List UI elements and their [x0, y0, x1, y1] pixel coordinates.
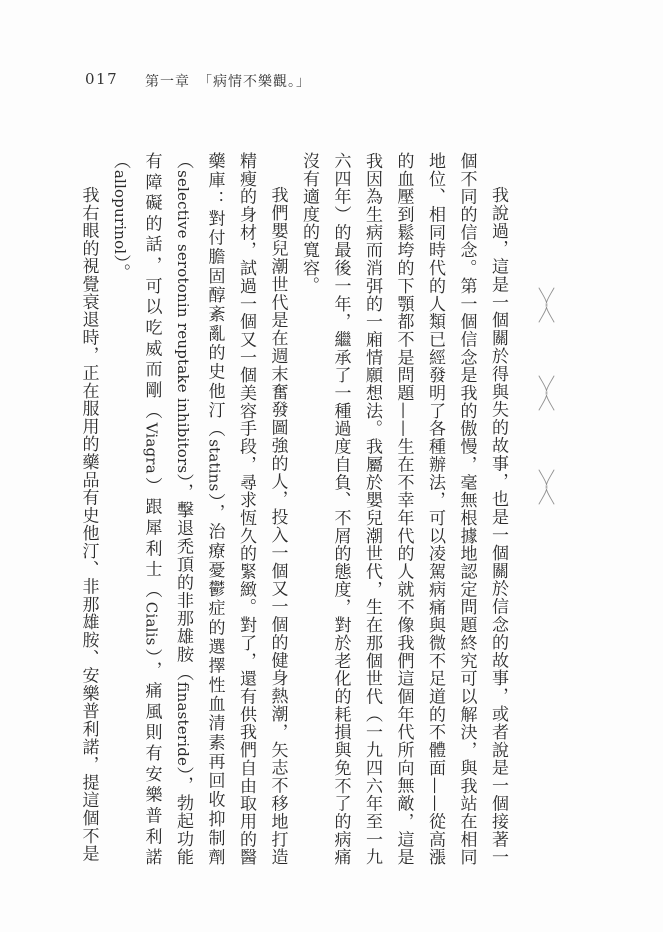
- cjk-text-run: 我們嬰兒潮世代是在週末奮發圖強的人，投入一個又一個的健身熱潮，矢志不移地打造精瘦的身材，試過一個又一個美容手段，尋求恆久的緊緻。對了，還有供我們自由取用的醫藥庫：對付膽固醇紊亂的史他汀（: [204, 152, 288, 866]
- page-number: 017: [85, 70, 119, 88]
- paragraph: [293, 152, 514, 866]
- section-divider-icon: [537, 287, 556, 323]
- latin-text-run: selective serotonin reuptake inhibitors: [174, 170, 192, 474]
- cjk-text-run: ）跟犀利士（: [141, 473, 162, 602]
- cjk-text-run: ），治療憂鬱症的選擇性血清素再回收抑制劑（: [173, 152, 225, 867]
- cjk-text-run: 我右眼的視覺衰退時，正在服用的藥品有史他汀、非那雄胺、安樂普利諾，提這個不是: [78, 186, 99, 863]
- section-divider-icon: [537, 375, 556, 411]
- latin-text-run: statins: [205, 439, 224, 492]
- paragraph: [104, 152, 293, 866]
- latin-text-run: Cialis: [142, 601, 161, 646]
- cjk-text-run: ）。: [110, 254, 130, 282]
- cjk-text-run: 我說過，這是一個關於得與失的故事，也是一個關於信念的故事，或者說是一個接著一個不同的信念。第一個信念是我的傲慢，毫無根據地認定問題終究可以解決，與我站在相同地位、相同時代的人類已經發明了各種辦法，可以凌駕病痛與微不足道的不體面——從高漲的血壓到鬆垮的下顎都不是問題——生在不幸年代的人就不像我們這個年代所向無敵，這是我因為生病而消弭的一廂情願想法。我屬於嬰兒潮世代，生在那個世代（一九四六年至一九六四年）的最後一年，繼承了一種過度自負、不屑的態度，對於老化的耗損與免不了的病痛沒有適度的寬容。: [299, 152, 508, 866]
- cjk-text-run: ），擊退禿頂的非那雄胺（: [173, 473, 193, 682]
- body-text: [71, 152, 513, 866]
- latin-text-run: finasteride: [174, 681, 192, 767]
- section-divider-icon: [537, 469, 556, 505]
- cjk-text-run: ），痛風則有安樂普利諾（: [110, 152, 162, 866]
- paragraph: [72, 152, 104, 866]
- cjk-text-run: ），勃起功能有障礙的話，可以吃威而剛（: [141, 152, 193, 866]
- chapter-header: 第一章 「病情不樂觀。」: [145, 74, 311, 90]
- latin-text-run: allopurinol: [111, 169, 129, 255]
- latin-text-run: Viagra: [142, 422, 161, 474]
